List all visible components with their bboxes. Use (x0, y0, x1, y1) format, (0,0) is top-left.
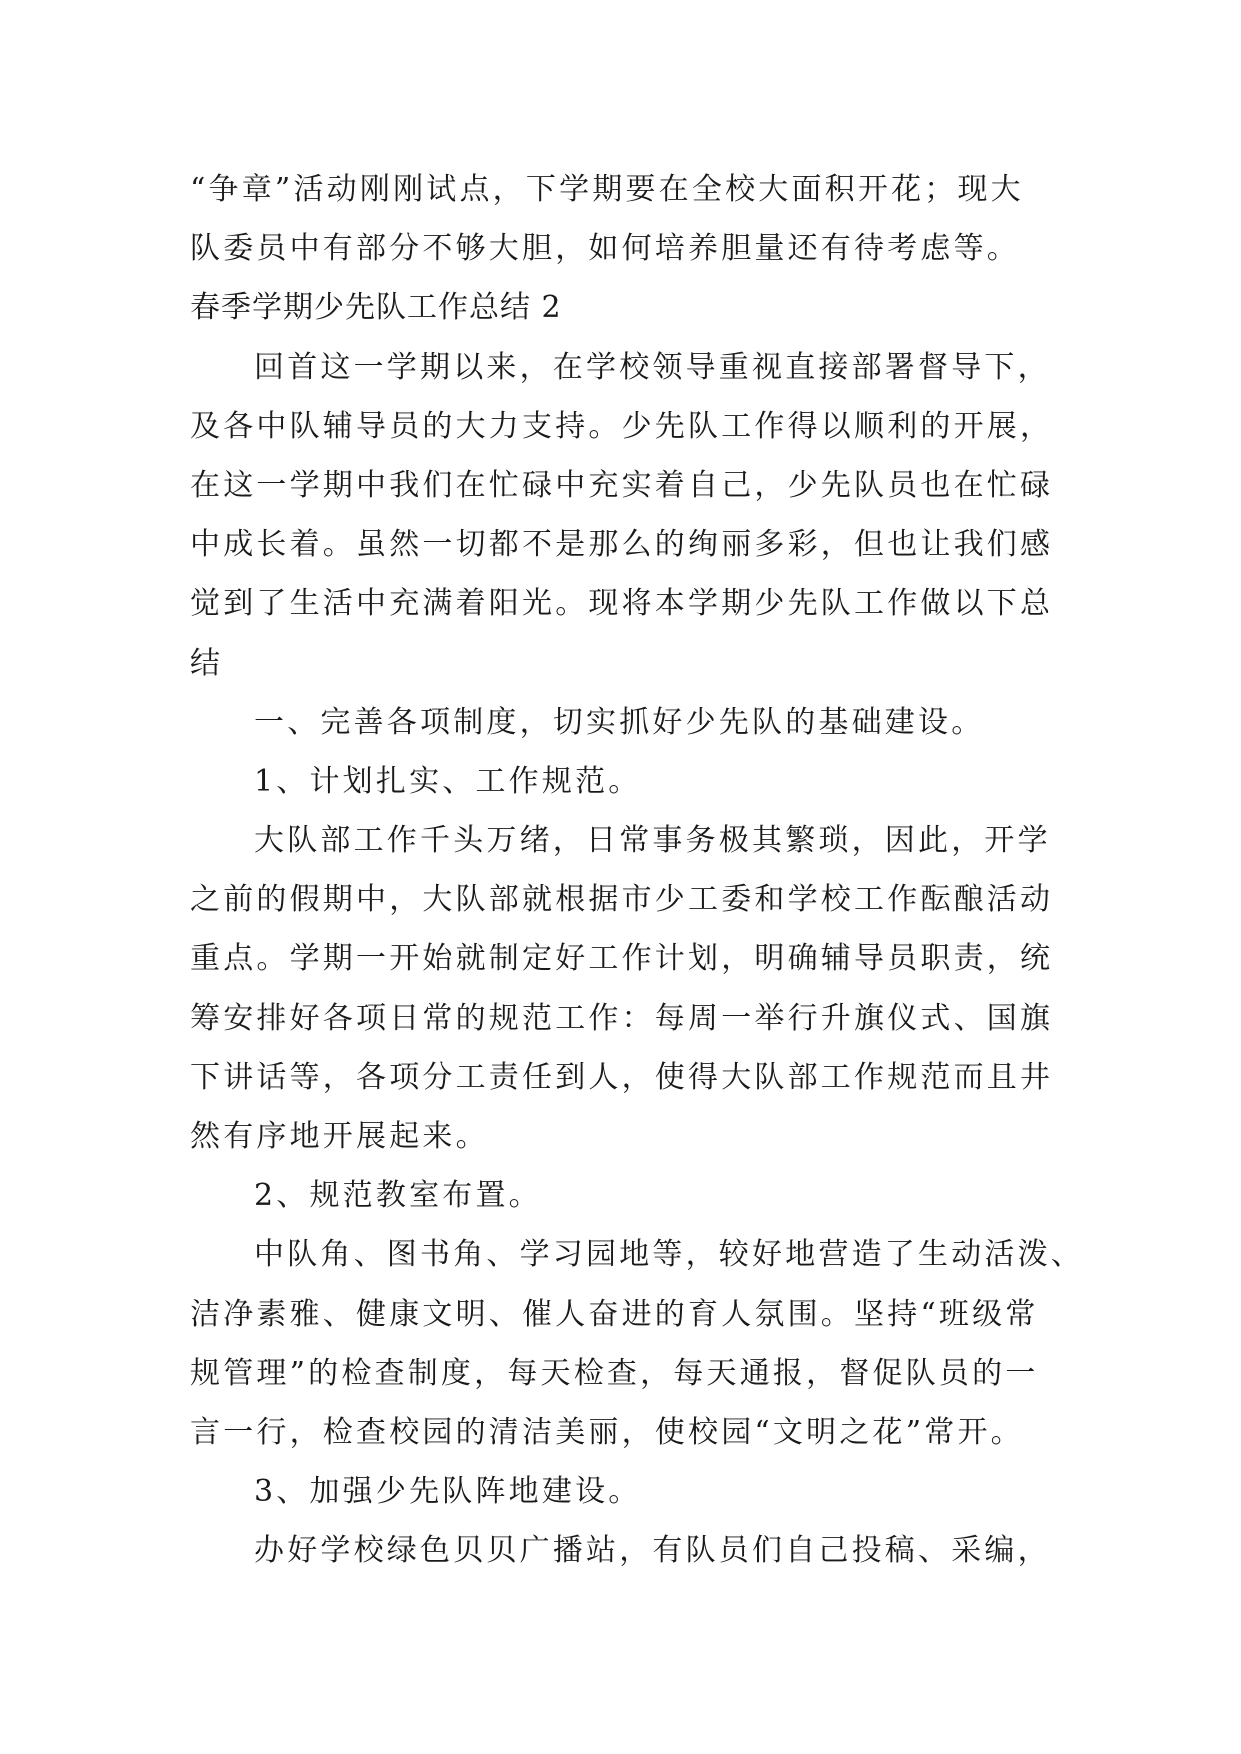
text-line: 之前的假期中，大队部就根据市少工委和学校工作酝酿活动 (190, 882, 1054, 918)
text-line: 规管理”的检查制度，每天检查，每天通报，督促队员的一 (190, 1355, 1039, 1391)
text-line: “争章”活动刚刚试点，下学期要在全校大面积开花；现大 (190, 172, 1024, 207)
text-line: 下讲话等，各项分工责任到人，使得大队部工作规范而且井 (190, 1059, 1054, 1095)
document-body (190, 160, 1084, 1581)
text-line: 1、计划扎实、工作规范。 (254, 763, 642, 799)
text-line: 及各中队辅导员的大力支持。少先队工作得以顺利的开展， (190, 408, 1054, 444)
text-line: 在这一学期中我们在忙碌中充实着自己，少先队员也在忙碌 (190, 467, 1054, 503)
text-line: 大队部工作千头万绪，日常事务极其繁琐，因此，开学 (254, 823, 1051, 859)
text-line: 3、加强少先队阵地建设。 (254, 1474, 642, 1510)
text-line: 言一行，检查校园的清洁美丽，使校园“文明之花”常开。 (190, 1414, 1024, 1450)
section-heading: 春季学期少先队工作总结 2 (190, 290, 562, 326)
text-line: 一、完善各项制度，切实抓好少先队的基础建设。 (254, 704, 985, 740)
text-line: 办好学校绿色贝贝广播站，有队员们自己投稿、采编， (254, 1533, 1051, 1569)
text-line: 筹安排好各项日常的规范工作：每周一举行升旗仪式、国旗 (190, 1000, 1054, 1036)
text-line: 觉到了生活中充满着阳光。现将本学期少先队工作做以下总 (190, 586, 1054, 622)
text-line: 2、规范教室布置。 (254, 1178, 542, 1214)
text-line: 然有序地开展起来。 (190, 1119, 489, 1154)
text-line: 结 (190, 645, 224, 681)
text-line: 中队角、图书角、学习园地等，较好地营造了生动活泼、 (254, 1237, 1084, 1273)
text-line: 洁净素雅、健康文明、催人奋进的育人氛围。坚持“班级常 (190, 1296, 1039, 1332)
text-line: 队委员中有部分不够大胆，如何培养胆量还有待考虑等。 (190, 231, 1020, 267)
text-line: 回首这一学期以来，在学校领导重视直接部署督导下， (254, 349, 1051, 385)
text-line: 重点。学期一开始就制定好工作计划，明确辅导员职责，统 (190, 941, 1054, 977)
text-line: 中成长着。虽然一切都不是那么的绚丽多彩，但也让我们感 (190, 527, 1054, 563)
